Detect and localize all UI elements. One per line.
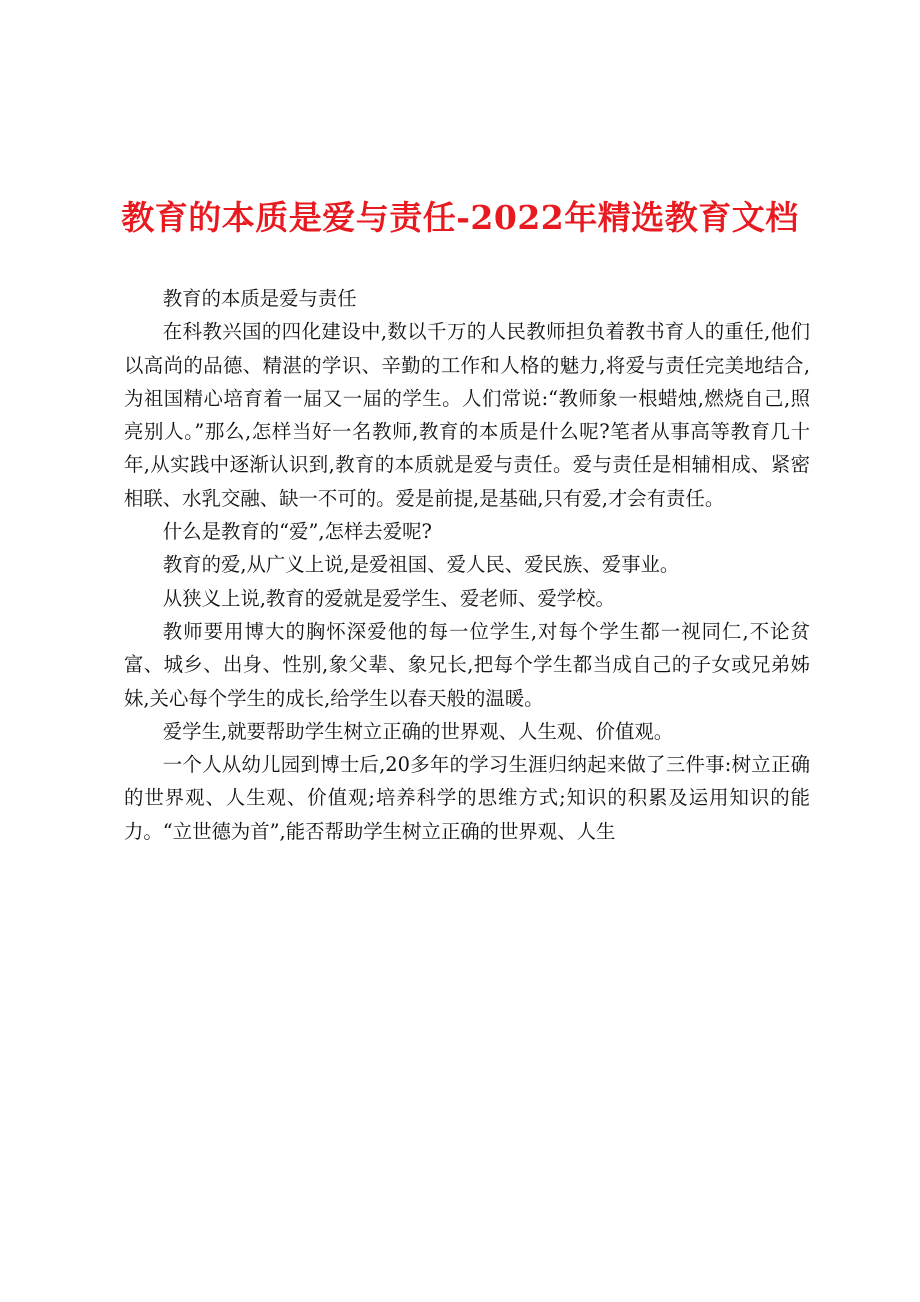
paragraph: 教师要用博大的胸怀深爱他的每一位学生,对每个学生都一视同仁,不论贫富、城乡、出身、性别,象父辈、象兄长,把每个学生都当成自己的子女或兄弟姊妹,关心每个学生的成长,给学生以春天般的温暖。	[124, 619, 810, 710]
paragraph: 从狭义上说,教育的爱就是爱学生、爱老师、爱学校。	[162, 586, 615, 610]
paragraph: 在科教兴国的四化建设中,数以千万的人民教师担负着教书育人的重任,他们以高尚的品德、精湛的学识、辛勤的工作和人格的魅力,将爱与责任完美地结合,为祖国精心培育着一届又一届的学生。人们常说:“教师象一根蜡烛,燃烧自己,照亮别人。”那么,怎样当好一名教师,教育的本质是什么呢?笔者从事高等教育几十年,从实践中逐渐认识到,教育的本质就是爱与责任。爱与责任是相辅相成、紧密相联、水乳交融、缺一不可的。爱是前提,是基础,只有爱,才会有责任。	[124, 320, 810, 510]
paragraph: 一个人从幼儿园到博士后,20多年的学习生涯归纳起来做了三件事:树立正确的世界观、人生观、价值观;培养科学的思维方式;知识的积累及运用知识的能力。“立世德为首”,能否帮助学生树立正确的世界观、人生	[124, 753, 810, 843]
document-title: 教育的本质是爱与责任-2022年精选教育文档	[121, 198, 799, 237]
paragraph: 什么是教育的“爱”,怎样去爱呢?	[162, 520, 432, 544]
paragraph: 爱学生,就要帮助学生树立正确的世界观、人生观、价值观。	[162, 719, 674, 743]
paragraph-subtitle: 教育的本质是爱与责任	[162, 287, 357, 310]
document-body	[124, 282, 810, 848]
paragraph: 教育的爱,从广义上说,是爱祖国、爱人民、爱民族、爱事业。	[162, 553, 680, 577]
